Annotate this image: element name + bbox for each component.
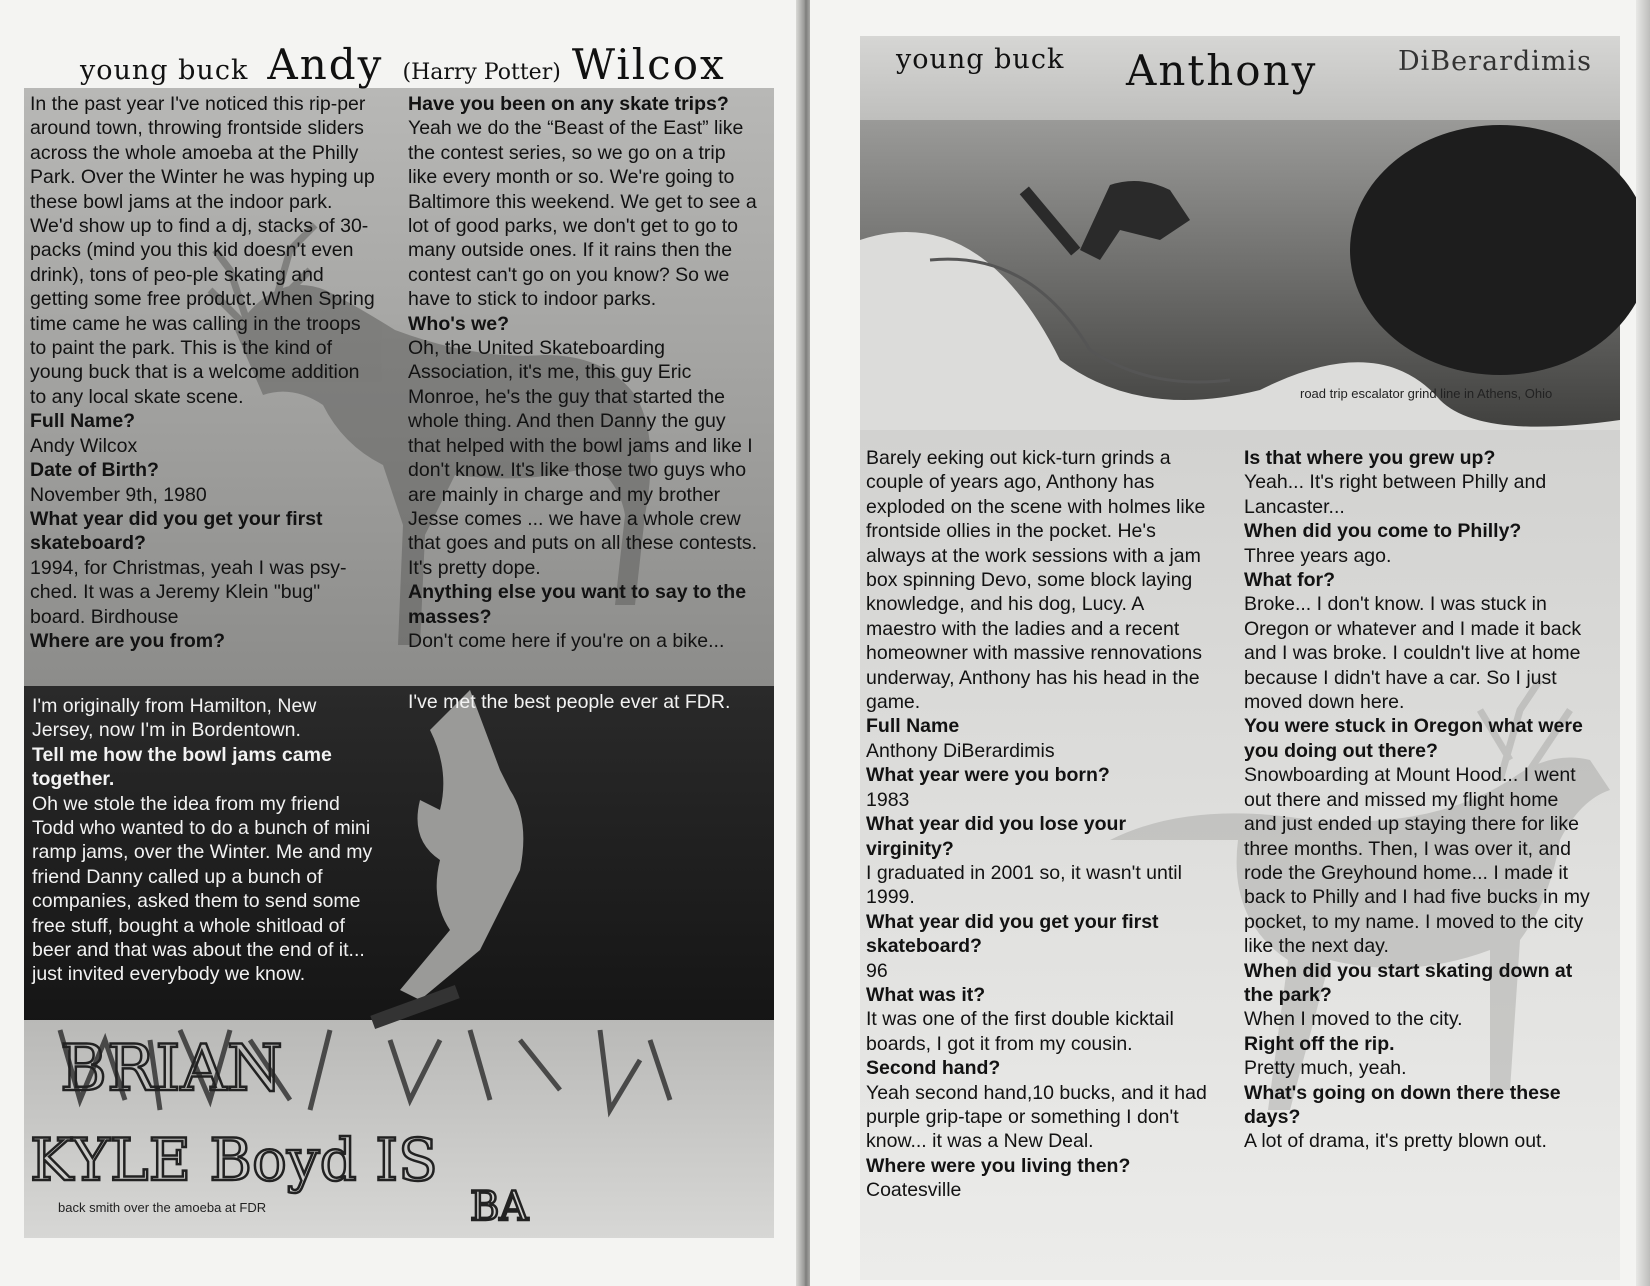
right-header-first-wrap: [1126, 46, 1317, 95]
left-column2-bottom: I've met the best people ever at FDR.: [408, 691, 731, 713]
interview-answer: Anthony DiBerardimis: [866, 739, 1055, 762]
interview-question: Who's we?: [408, 312, 510, 335]
interview-answer: Yeah... It's right between Philly and Lancaster...: [1244, 471, 1547, 518]
interview-answer: A lot of drama, it's pretty blown out.: [1244, 1130, 1547, 1153]
interview-answer: Oh we stole the idea from my friend Todd who wanted to do a bunch of mini ramp jams, over the Winter. Me and my friend Danny called up a bunch of companies, asked them to send some free stuff, bought a whole shitload of beer and that was about the end of it... just invited everybody we know.: [32, 792, 373, 986]
interview-question: What year were you born?: [866, 764, 1110, 787]
bowl-dark-hole: [1350, 125, 1650, 375]
interview-question: Date of Birth?: [30, 459, 159, 482]
interview-answer: Don't come here if you're on a bike...: [408, 629, 725, 652]
interview-answer: Yeah second hand,10 bucks, and it had purple grip-tape or something I don't know... it was a New Deal.: [866, 1081, 1207, 1153]
left-header: [80, 40, 726, 89]
interview-question: When did you come to Philly?: [1244, 520, 1522, 543]
right-header-last-wrap: [1398, 46, 1592, 77]
left-column1-bottom: [32, 694, 377, 987]
left-column2: [408, 92, 760, 653]
interview-answer: Broke... I don't know. I was stuck in Oregon or whatever and I made it back and I was broke. I couldn't live at home because I didn't have a car. So I just moved down here.: [1244, 593, 1582, 714]
interview-answer: Andy Wilcox: [30, 434, 138, 457]
right-column1: [866, 446, 1211, 1203]
right-header: [896, 44, 1064, 75]
left-photo-caption: back smith over the amoeba at FDR: [58, 1200, 267, 1215]
graffiti-text: BRIAN: [60, 1032, 283, 1106]
right-header-first-name: Anthony: [1126, 46, 1318, 95]
interview-question: What for?: [1244, 569, 1335, 592]
interview-question: Full Name?: [30, 410, 136, 433]
left-header-nickname: (Harry Potter): [402, 60, 561, 85]
interview-question: Tell me how the bowl jams came together.: [32, 743, 332, 791]
right-photo-caption: road trip escalator grind line in Athens, Ohio: [1300, 386, 1553, 401]
interview-question: Full Name: [866, 715, 960, 738]
interview-answer: 1983: [866, 788, 910, 811]
right-header-prefix: young buck: [896, 44, 1065, 75]
interview-answer: Three years ago.: [1244, 544, 1392, 567]
interview-question: Right off the rip.: [1244, 1032, 1395, 1055]
interview-question: What year did you lose your virginity?: [866, 813, 1127, 860]
interview-answer: 96: [866, 959, 888, 982]
right-header-last-name: DiBerardimis: [1398, 46, 1593, 77]
graffiti-text: KYLE Boyd IS: [30, 1126, 438, 1194]
left-header-first-name: Andy: [267, 40, 384, 89]
intro-paragraph: Barely eeking out kick-turn grinds a couple of years ago, Anthony has exploded on the scene with holmes like frontside ollies in the pocket. He's always at the work sessions with a jam box spinning Devo, some block laying knowledge, and his dog, Lucy. A maestro with the ladies and a recent homeowner with massive rennovations underway, Anthony has his head in the game.: [866, 447, 1206, 714]
page-edge: [1636, 0, 1650, 1286]
left-header-prefix: young buck: [80, 55, 249, 86]
interview-answer: Oh, the United Skateboarding Association, it's me, this guy Eric Monroe, he's the guy that started the whole thing. And then Danny the guy that helped with the bowl jams and like I don't know. It's like those two guys who are mainly in charge and my brother Jesse comes ... we have a whole crew that goes and puts on all these contests. It's pretty dope.: [408, 337, 758, 579]
interview-question: You were stuck in Oregon what were you doing out there?: [1244, 715, 1583, 762]
interview-question: What's going on down there these days?: [1244, 1081, 1561, 1128]
left-header-last-name: Wilcox: [571, 40, 726, 89]
interview-question: Second hand?: [866, 1057, 1001, 1080]
interview-answer: It was one of the first double kicktail boards, I got it from my cousin.: [866, 1008, 1174, 1055]
left-column1-top: [30, 92, 375, 653]
interview-answer: I graduated in 2001 so, it wasn't until 1999.: [866, 861, 1182, 909]
interview-answer: Yeah we do the “Beast of the East” like the contest series, so we go on a trip like every month or so. We're going to Baltimore this weekend. We get to see a lot of good parks, we don't get to go to many outside ones. If it rains then the contest can't go on you know? So we have to stick to indoor parks.: [408, 117, 757, 311]
right-page: [810, 0, 1650, 1286]
interview-question: What year did you get your first skateboard?: [866, 910, 1159, 958]
interview-question: When did you start skating down at the park?: [1244, 959, 1573, 1006]
interview-question: What year did you get your first skateboard?: [30, 507, 323, 555]
interview-question: Where were you living then?: [866, 1154, 1131, 1177]
interview-answer: I'm originally from Hamilton, New Jersey, now I'm in Bordentown.: [32, 695, 317, 742]
interview-question: Anything else you want to say to the masses?: [408, 581, 747, 628]
interview-question: What was it?: [866, 983, 986, 1006]
left-page: [0, 0, 800, 1286]
interview-question: Where are you from?: [30, 629, 226, 652]
interview-answer: Pretty much, yeah.: [1244, 1057, 1407, 1080]
interview-answer: Coatesville: [866, 1179, 962, 1202]
right-column2: [1244, 446, 1596, 1154]
interview-answer: Snowboarding at Mount Hood... I went out there and missed my flight home and just ended up staying there for like three months. Then, I was over it, and rode the Greyhound home... I made it back to Philly and I had five bucks in my pocket, to my name. I moved to the city like the next day.: [1244, 764, 1590, 958]
intro-paragraph: In the past year I've noticed this rip-per around town, throwing frontside sliders across the whole amoeba at the Philly Park. Over the Winter he was hyping up these bowl jams at the indoor park. We'd show up to find a dj, stacks of 30-packs (mind you this kid doesn't even drink), tons of peo-ple skating and getting some free product. When Spring time came he was calling in the troops to paint the park. This is the kind of young buck that is a welcome addition to any local skate scene.: [30, 93, 375, 408]
interview-answer: When I moved to the city.: [1244, 1008, 1463, 1031]
interview-answer: November 9th, 1980: [30, 483, 207, 506]
graffiti-text: BA: [470, 1184, 529, 1230]
interview-question: Is that where you grew up?: [1244, 447, 1496, 469]
interview-question: Have you been on any skate trips?: [408, 93, 729, 115]
interview-answer: 1994, for Christmas, yeah I was psy-ched. It was a Jeremy Klein "bug" board. Birdhouse: [30, 556, 347, 628]
